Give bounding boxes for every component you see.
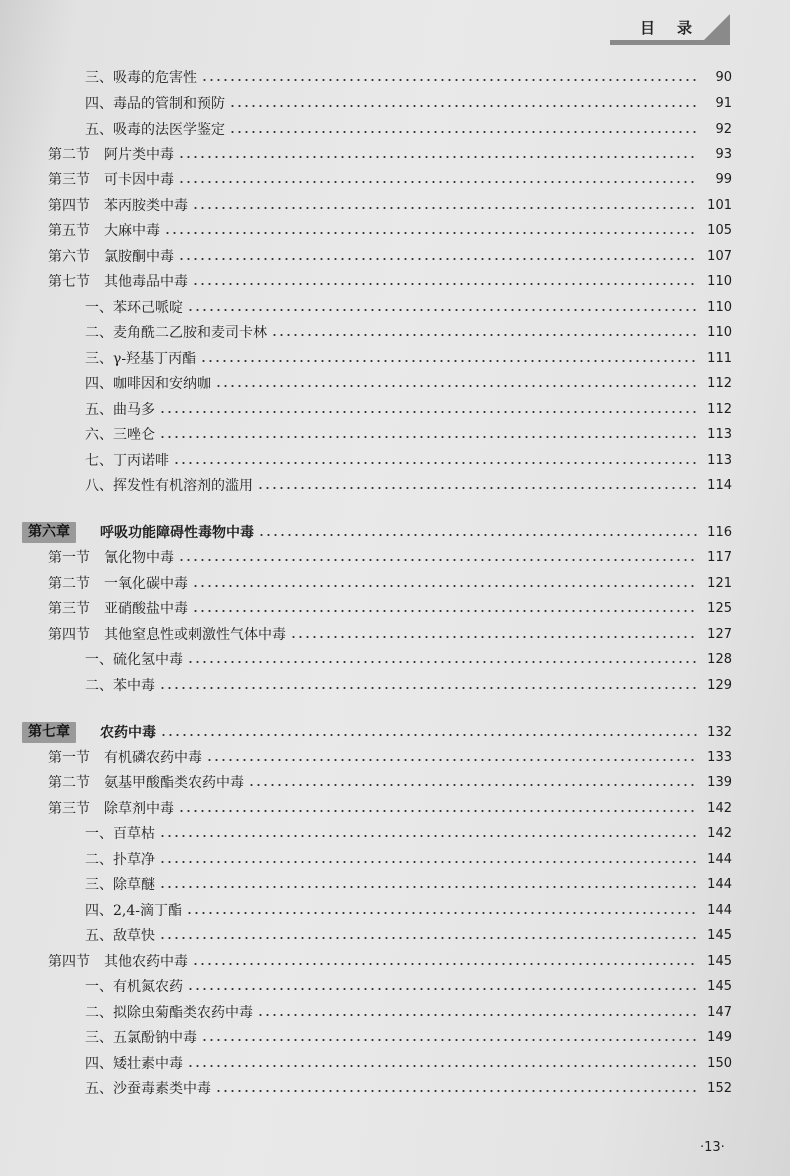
chapter-badge: 第六章 [22,522,76,543]
dot-leader [160,734,698,736]
toc-section-entry [0,771,790,795]
page-header-title: 目录 [640,19,715,37]
dot-leader [159,937,698,939]
toc-item-entry [0,1052,790,1076]
toc-section-entry [0,245,790,269]
toc-entry-page: 144 [707,852,732,867]
toc-item-entry [0,118,790,142]
toc-section-entry [0,597,790,621]
toc-section-entry [0,270,790,294]
toc-entry-page: 91 [715,96,732,111]
toc-item-entry [0,822,790,846]
toc-entry-label: 五、吸毒的法医学鉴定 [85,122,225,138]
toc-item-entry [0,296,790,320]
toc-section-entry [0,746,790,770]
toc-section-entry [0,168,790,192]
toc-entry-page: 92 [715,122,732,137]
dot-leader [186,912,698,914]
dot-leader [187,661,698,663]
dot-leader [192,283,698,285]
dot-leader [178,181,698,183]
toc-entry-page: 139 [707,775,732,790]
toc-entry-page: 107 [707,249,732,264]
toc-item-entry [0,1026,790,1050]
toc-section-entry [0,143,790,167]
toc-section-entry [0,623,790,647]
dot-leader [159,411,698,413]
dot-leader [215,385,698,387]
dot-leader [159,835,698,837]
toc-item-entry [0,423,790,447]
toc-entry-label: 第四节 其他农药中毒 [48,954,188,970]
toc-entry-label: 三、除草醚 [85,877,155,893]
toc-entry-page: 149 [707,1030,732,1045]
dot-leader [258,534,698,536]
dot-leader [257,1014,698,1016]
toc-entry-page: 110 [707,274,732,289]
header-rule [610,40,730,45]
dot-leader [178,258,698,260]
toc-entry-label: 四、毒品的管制和预防 [85,96,225,112]
toc-item-entry [0,347,790,371]
toc-entry-page: 142 [707,826,732,841]
dot-leader [187,988,698,990]
toc-entry-label: 第四节 其他窒息性或刺激性气体中毒 [48,627,286,643]
toc-entry-page: 145 [707,928,732,943]
toc-entry-page: 127 [707,627,732,642]
toc-section-entry [0,797,790,821]
toc-entry-label: 呼吸功能障碍性毒物中毒 [100,525,254,541]
toc-entry-page: 112 [707,402,732,417]
toc-section-entry [0,194,790,218]
dot-leader [187,1065,698,1067]
toc-entry-page: 111 [707,351,732,366]
toc-item-entry [0,321,790,345]
toc-entry-label: 二、麦角酰二乙胺和麦司卡林 [85,325,267,341]
toc-entry-label: 七、丁丙诺啡 [85,453,169,469]
dot-leader [192,585,698,587]
toc-section-entry [0,546,790,570]
dot-leader [290,636,698,638]
toc-item-entry [0,449,790,473]
toc-entry-label: 五、敌草快 [85,928,155,944]
toc-entry-label: 三、γ-羟基丁丙酯 [85,351,197,367]
toc-entry-label: 第二节 氨基甲酸酯类农药中毒 [48,775,244,791]
toc-item-entry [0,474,790,498]
toc-entry-label: 农药中毒 [100,725,156,741]
dot-leader [229,131,698,133]
dot-leader [159,861,698,863]
toc-entry-page: 144 [707,903,732,918]
dot-leader [159,436,698,438]
toc-entry-page: 113 [707,427,732,442]
toc-item-entry [0,1077,790,1101]
toc-entry-page: 145 [707,979,732,994]
toc-entry-page: 105 [707,223,732,238]
toc-item-entry [0,648,790,672]
toc-entry-label: 四、2,4-滴丁酯 [85,903,182,919]
dot-leader [229,105,698,107]
toc-entry-label: 二、扑草净 [85,852,155,868]
toc-entry-label: 第五节 大麻中毒 [48,223,160,239]
toc-item-entry [0,848,790,872]
dot-leader [201,79,698,81]
dot-leader [257,487,698,489]
dot-leader [192,207,698,209]
toc-entry-page: 121 [707,576,732,591]
toc-entry-page: 101 [707,198,732,213]
toc-entry-page: 116 [707,525,732,540]
toc-entry-label: 五、曲马多 [85,402,155,418]
toc-entry-page: 112 [707,376,732,391]
toc-entry-page: 110 [707,325,732,340]
dot-leader [192,963,698,965]
dot-leader [159,687,698,689]
toc-entry-label: 第一节 氰化物中毒 [48,550,174,566]
toc-entry-label: 四、矮壮素中毒 [85,1056,183,1072]
toc-entry-page: 133 [707,750,732,765]
dot-leader [178,810,698,812]
dot-leader [215,1090,698,1092]
toc-entry-page: 99 [715,172,732,187]
toc-entry-label: 三、五氯酚钠中毒 [85,1030,197,1046]
dot-leader [178,559,698,561]
toc-section-entry [0,572,790,596]
toc-entry-label: 第七节 其他毒品中毒 [48,274,188,290]
toc-entry-label: 第一节 有机磷农药中毒 [48,750,202,766]
toc-item-entry [0,899,790,923]
toc-entry-page: 110 [707,300,732,315]
toc-entry-label: 五、沙蚕毒素类中毒 [85,1081,211,1097]
toc-entry-label: 三、吸毒的危害性 [85,70,197,86]
toc-entry-label: 一、百草枯 [85,826,155,842]
toc-entry-page: 114 [707,478,732,493]
toc-item-entry [0,66,790,90]
toc-entry-page: 142 [707,801,732,816]
dot-leader [187,309,698,311]
toc-entry-page: 132 [707,725,732,740]
toc-item-entry [0,1001,790,1025]
dot-leader [159,886,698,888]
toc-entry-label: 第二节 一氧化碳中毒 [48,576,188,592]
chapter-badge: 第七章 [22,722,76,743]
dot-leader [206,759,698,761]
dot-leader [164,232,698,234]
dot-leader [271,334,698,336]
toc-section-entry [0,219,790,243]
toc-entry-label: 二、拟除虫菊酯类农药中毒 [85,1005,253,1021]
toc-entry-label: 第三节 除草剂中毒 [48,801,174,817]
dot-leader [201,1039,698,1041]
toc-entry-page: 117 [707,550,732,565]
toc-entry-page: 147 [707,1005,732,1020]
toc-entry-page: 125 [707,601,732,616]
page-number: ·13· [700,1140,725,1155]
toc-entry-label: 一、有机氮农药 [85,979,183,995]
toc-entry-label: 八、挥发性有机溶剂的滥用 [85,478,253,494]
toc-entry-page: 90 [715,70,732,85]
toc-entry-label: 一、硫化氢中毒 [85,652,183,668]
toc-entry-label: 第四节 苯丙胺类中毒 [48,198,188,214]
toc-item-entry [0,924,790,948]
dot-leader [248,784,698,786]
toc-entry-label: 二、苯中毒 [85,678,155,694]
toc-entry-page: 152 [707,1081,732,1096]
dot-leader [173,462,698,464]
toc-chapter-entry [0,521,790,545]
toc-entry-label: 第六节 氯胺酮中毒 [48,249,174,265]
toc-entry-label: 第三节 可卡因中毒 [48,172,174,188]
toc-entry-page: 128 [707,652,732,667]
toc-item-entry [0,873,790,897]
toc-entry-label: 第三节 亚硝酸盐中毒 [48,601,188,617]
toc-entry-page: 150 [707,1056,732,1071]
dot-leader [192,610,698,612]
toc-chapter-entry [0,721,790,745]
dot-leader [200,360,698,362]
toc-entry-label: 六、三唑仑 [85,427,155,443]
toc-entry-page: 93 [715,147,732,162]
toc-section-entry [0,950,790,974]
toc-item-entry [0,674,790,698]
toc-item-entry [0,372,790,396]
toc-item-entry [0,92,790,116]
toc-item-entry [0,975,790,999]
toc-item-entry [0,398,790,422]
toc-entry-label: 第二节 阿片类中毒 [48,147,174,163]
toc-entry-label: 四、咖啡因和安纳咖 [85,376,211,392]
dot-leader [178,156,698,158]
toc-entry-label: 一、苯环己哌啶 [85,300,183,316]
toc-entry-page: 144 [707,877,732,892]
toc-entry-page: 129 [707,678,732,693]
toc-entry-page: 113 [707,453,732,468]
toc-entry-page: 145 [707,954,732,969]
